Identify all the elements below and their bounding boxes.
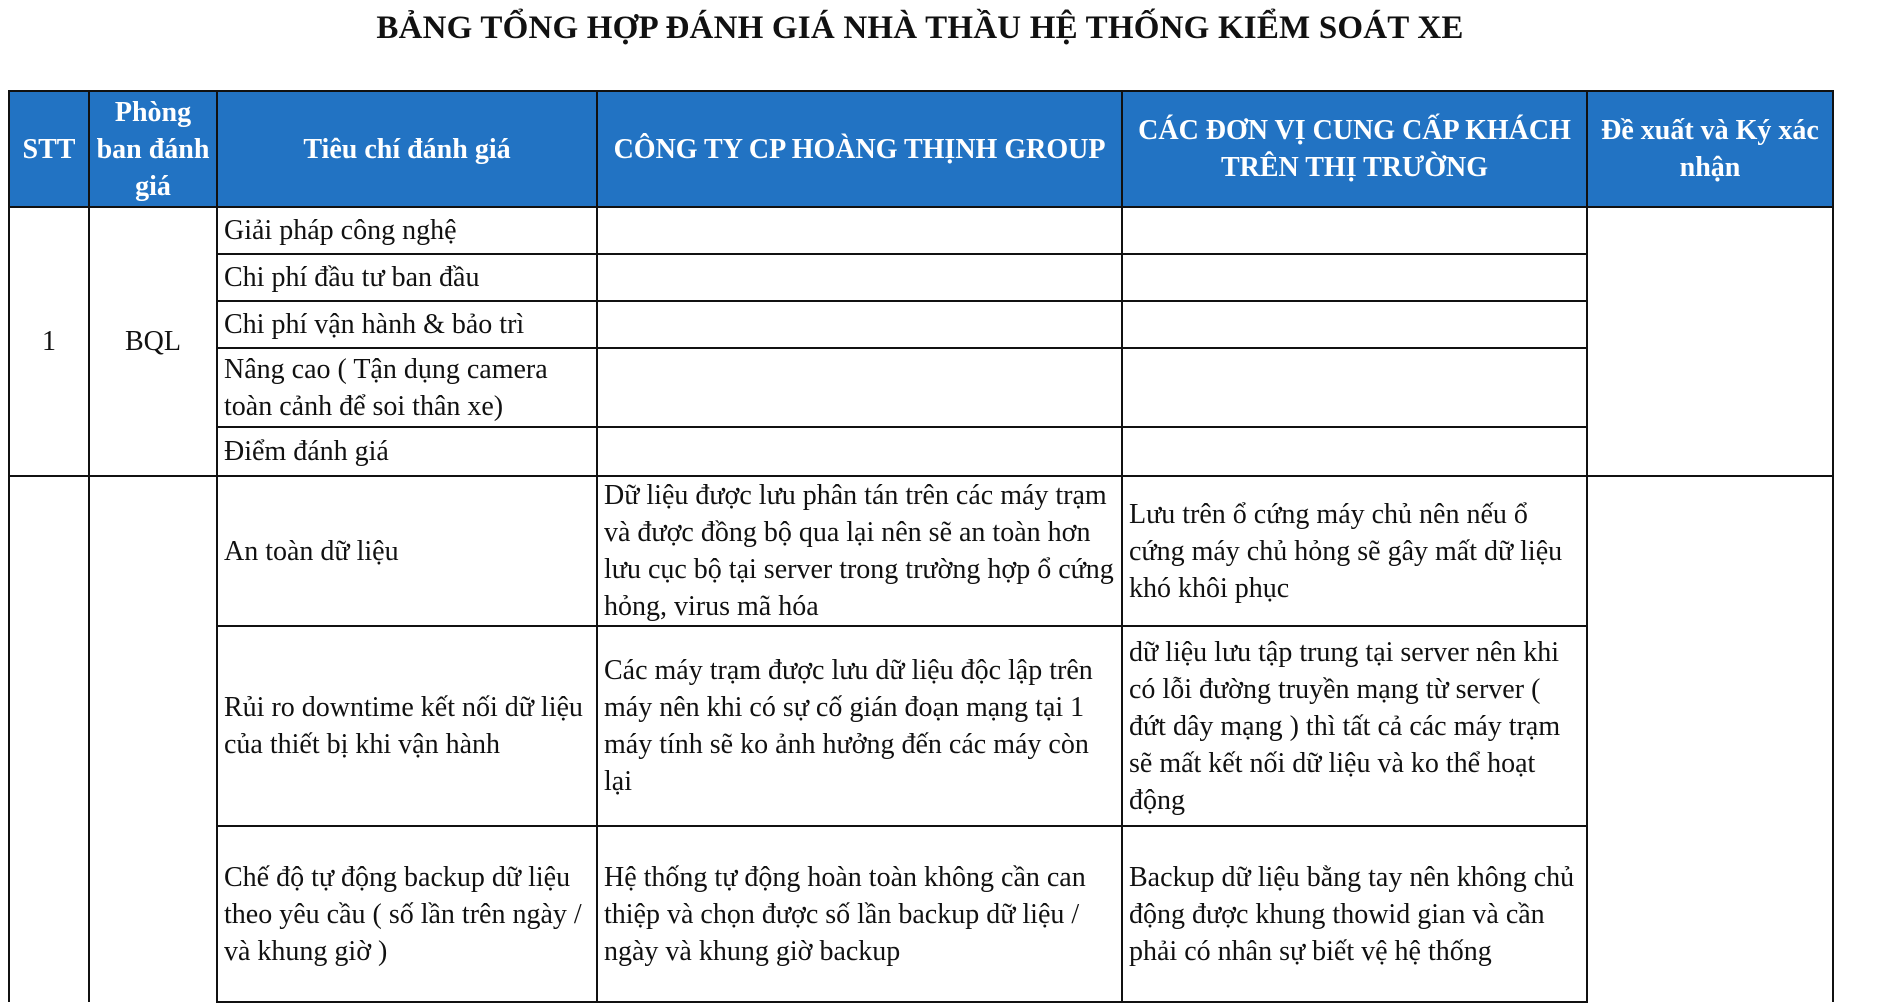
group2-stt <box>9 476 89 1002</box>
criterion-cell: Điểm đánh giá <box>217 427 597 476</box>
group2-proposal-cell <box>1587 476 1833 1002</box>
header-company-a: CÔNG TY CP HOÀNG THỊNH GROUP <box>597 91 1122 207</box>
table-row <box>9 254 1833 301</box>
table-row <box>9 427 1833 476</box>
group1-department: BQL <box>89 207 217 476</box>
company-b-cell <box>1122 301 1587 348</box>
company-b-cell: Backup dữ liệu bằng tay nên không chủ động được khung thowid gian và cần phải có nhân sự biết vệ hệ thống <box>1122 826 1587 1002</box>
criterion-cell: Chi phí đầu tư ban đầu <box>217 254 597 301</box>
criterion-cell: Chế độ tự động backup dữ liệu theo yêu cầu ( số lần trên ngày / và khung giờ ) <box>217 826 597 1002</box>
header-company-b: CÁC ĐƠN VỊ CUNG CẤP KHÁCH TRÊN THỊ TRƯỜNG <box>1122 91 1587 207</box>
header-row <box>9 91 1833 207</box>
header-stt: STT <box>9 91 89 207</box>
company-a-cell <box>597 427 1122 476</box>
table-row <box>9 476 1833 626</box>
company-a-cell: Dữ liệu được lưu phân tán trên các máy trạm và được đồng bộ qua lại nên sẽ an toàn hơn lưu cục bộ tại server trong trường hợp ổ cứng hỏng, virus mã hóa <box>597 476 1122 626</box>
table-row <box>9 826 1833 1002</box>
criterion-cell: Giải pháp công nghệ <box>217 207 597 254</box>
criterion-cell: An toàn dữ liệu <box>217 476 597 626</box>
company-b-cell <box>1122 207 1587 254</box>
company-b-cell: dữ liệu lưu tập trung tại server nên khi có lỗi đường truyền mạng từ server ( đứt dây mạng ) thì tất cả các máy trạm sẽ mất kết nối dữ liệu và ko thể hoạt động <box>1122 626 1587 826</box>
table-row <box>9 207 1833 254</box>
criterion-cell: Rủi ro downtime kết nối dữ liệu của thiết bị khi vận hành <box>217 626 597 826</box>
header-proposal: Đề xuất và Ký xác nhận <box>1587 91 1833 207</box>
evaluation-table <box>8 90 1834 1003</box>
header-criteria: Tiêu chí đánh giá <box>217 91 597 207</box>
group1-stt: 1 <box>9 207 89 476</box>
company-a-cell: Hệ thống tự động hoàn toàn không cần can thiệp và chọn được số lần backup dữ liệu / ngày và khung giờ backup <box>597 826 1122 1002</box>
table-row <box>9 348 1833 427</box>
company-a-cell <box>597 254 1122 301</box>
page-title: BẢNG TỔNG HỢP ĐÁNH GIÁ NHÀ THẦU HỆ THỐNG KIỂM SOÁT XE <box>376 10 1464 46</box>
criterion-cell: Chi phí vận hành & bảo trì <box>217 301 597 348</box>
criterion-cell: Nâng cao ( Tận dụng camera toàn cảnh để soi thân xe) <box>217 348 597 427</box>
company-a-cell <box>597 301 1122 348</box>
group1-proposal-cell <box>1587 207 1833 476</box>
table-row <box>9 626 1833 826</box>
company-b-cell <box>1122 254 1587 301</box>
company-a-cell <box>597 348 1122 427</box>
company-a-cell: Các máy trạm được lưu dữ liệu độc lập trên máy nên khi có sự cố gián đoạn mạng tại 1 máy tính sẽ ko ảnh hưởng đến các máy còn lại <box>597 626 1122 826</box>
company-a-cell <box>597 207 1122 254</box>
company-b-cell <box>1122 348 1587 427</box>
company-b-cell: Lưu trên ổ cứng máy chủ nên nếu ổ cứng máy chủ hỏng sẽ gây mất dữ liệu khó khôi phục <box>1122 476 1587 626</box>
group2-department <box>89 476 217 1002</box>
header-department: Phòng ban đánh giá <box>89 91 217 207</box>
table-row <box>9 301 1833 348</box>
company-b-cell <box>1122 427 1587 476</box>
